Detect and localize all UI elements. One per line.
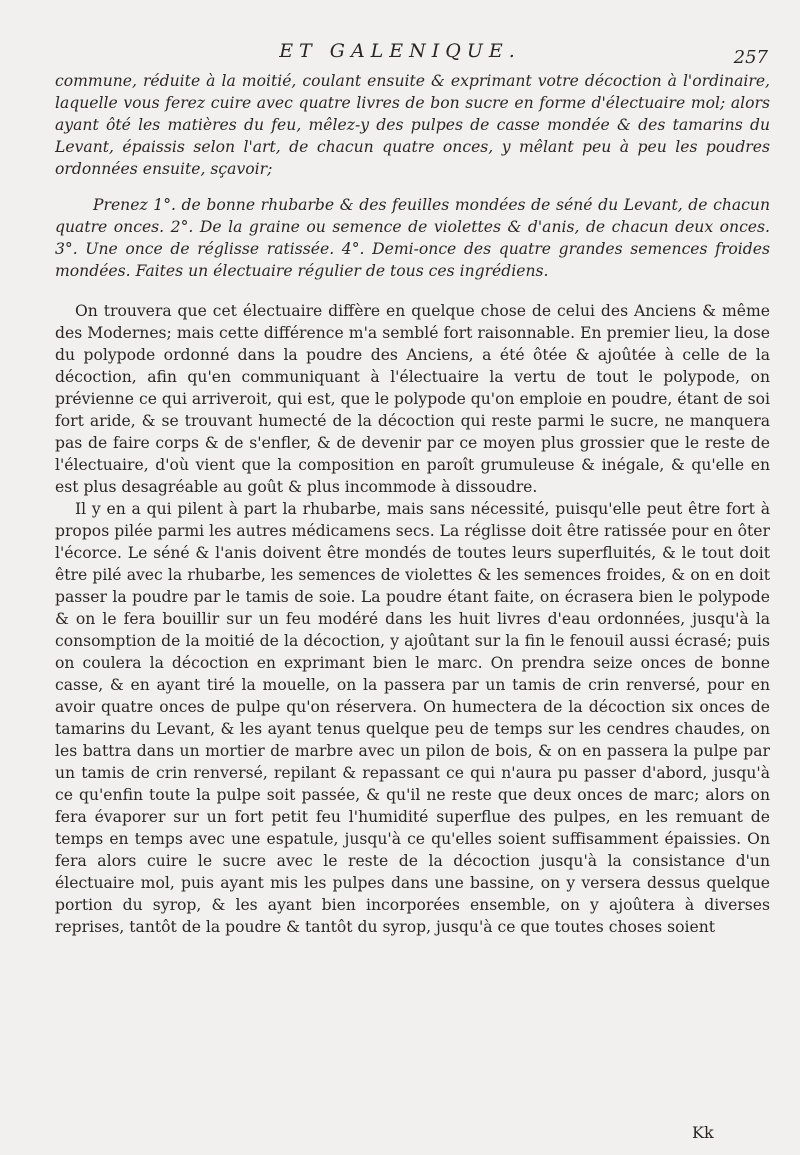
text-block [55, 70, 770, 938]
signature-mark: Kk [692, 1123, 714, 1142]
recipe-paragraph: Prenez 1°. de bonne rhubarbe & des feuilles mondées de séné du Levant, de chacun quatre onces. 2°. De la graine ou semence de violettes & d'anis, de chacun deux onces. 3°. Une once de réglisse ratissée. 4°. Demi-once des quatre grandes semences froides mondées. Faites un électuaire régulier de tous ces ingrédiens. [55, 196, 770, 280]
intro-italic-paragraph: commune, réduite à la moitié, coulant ensuite & exprimant votre décoction à l'ordinaire, laquelle vous ferez cuire avec quatre livres de bon sucre en forme d'électuaire mol; alors ayant ôté les matières du feu, mêlez-y des pulpes de casse mondée & des tamarins du Levant, épaissis selon l'art, de chacun quatre onces, y mêlant peu à peu les poudres ordonnées ensuite, sçavoir; [55, 72, 770, 178]
commentary-paragraph-2: Il y en a qui pilent à part la rhubarbe, mais sans nécessité, puisqu'elle peut être fort à propos pilée parmi les autres médicamens secs. La réglisse doit être ratissée pour en ôter l'écorce. Le séné & l'anis doivent être mondés de toutes leurs superfluités, & le tout doit être pilé avec la rhubarbe, les semences de violettes & les semences froides, & on en doit passer la poudre par le tamis de soie. La poudre étant faite, on écrasera bien le polypode & on le fera bouillir sur un feu modéré dans les huit livres d'eau ordonnées, jusqu'à la consomption de la moitié de la décoction, y ajoûtant sur la fin le fenouil aussi écrasé; puis on coulera la décoction en exprimant bien le marc. On prendra seize onces de bonne casse, & en ayant tiré la mouelle, on la passera par un tamis de crin renversé, pour en avoir quatre onces de pulpe qu'on réservera. On humectera de la décoction six onces de tamarins du Levant, & les ayant tenus quelque peu de temps sur les cendres chaudes, on les battra dans un mortier de marbre avec un pilon de bois, & on en passera la pulpe par un tamis de crin renversé, repilant & repassant ce qui n'aura pu passer d'abord, jusqu'à ce qu'enfin toute la pulpe soit passée, & qu'il ne reste que deux onces de marc; alors on fera évaporer sur un fort petit feu l'humidité superflue des pulpes, en les remuant de temps en temps avec une espatule, jusqu'à ce qu'elles soient suffisamment épaissies. On fera alors cuire le sucre avec le reste de la décoction jusqu'à la consistance d'un électuaire mol, puis ayant mis les pulpes dans une bassine, on y versera dessus quelque portion du syrop, & les ayant bien incorporées ensemble, on y ajoûtera à diverses reprises, tantôt de la poudre & tantôt du syrop, jusqu'à ce que toutes choses soient [55, 500, 770, 936]
commentary-paragraph-1: On trouvera que cet électuaire diffère en quelque chose de celui des Anciens & même des Modernes; mais cette différence m'a semblé fort raisonnable. En premier lieu, la dose du polypode ordonné dans la poudre des Anciens, a été ôtée & ajoûtée à celle de la décoction, afin qu'en communiquant à l'électuaire la vertu de tout le polypode, on prévienne ce qui arriveroit, qui est, que le polypode qu'on emploie en poudre, étant de soi fort aride, & se trouvant humecté de la décoction qui reste parmi le sucre, ne manquera pas de faire corps & de s'enfler, & de devenir par ce moyen plus grossier que le reste de l'électuaire, d'où vient que la composition en paroît grumuleuse & inégale, & qu'elle en est plus desagréable au goût & plus incommode à dissoudre. [55, 302, 770, 496]
running-title: ET GALENIQUE. [279, 40, 521, 62]
page-number: 257 [733, 47, 768, 68]
